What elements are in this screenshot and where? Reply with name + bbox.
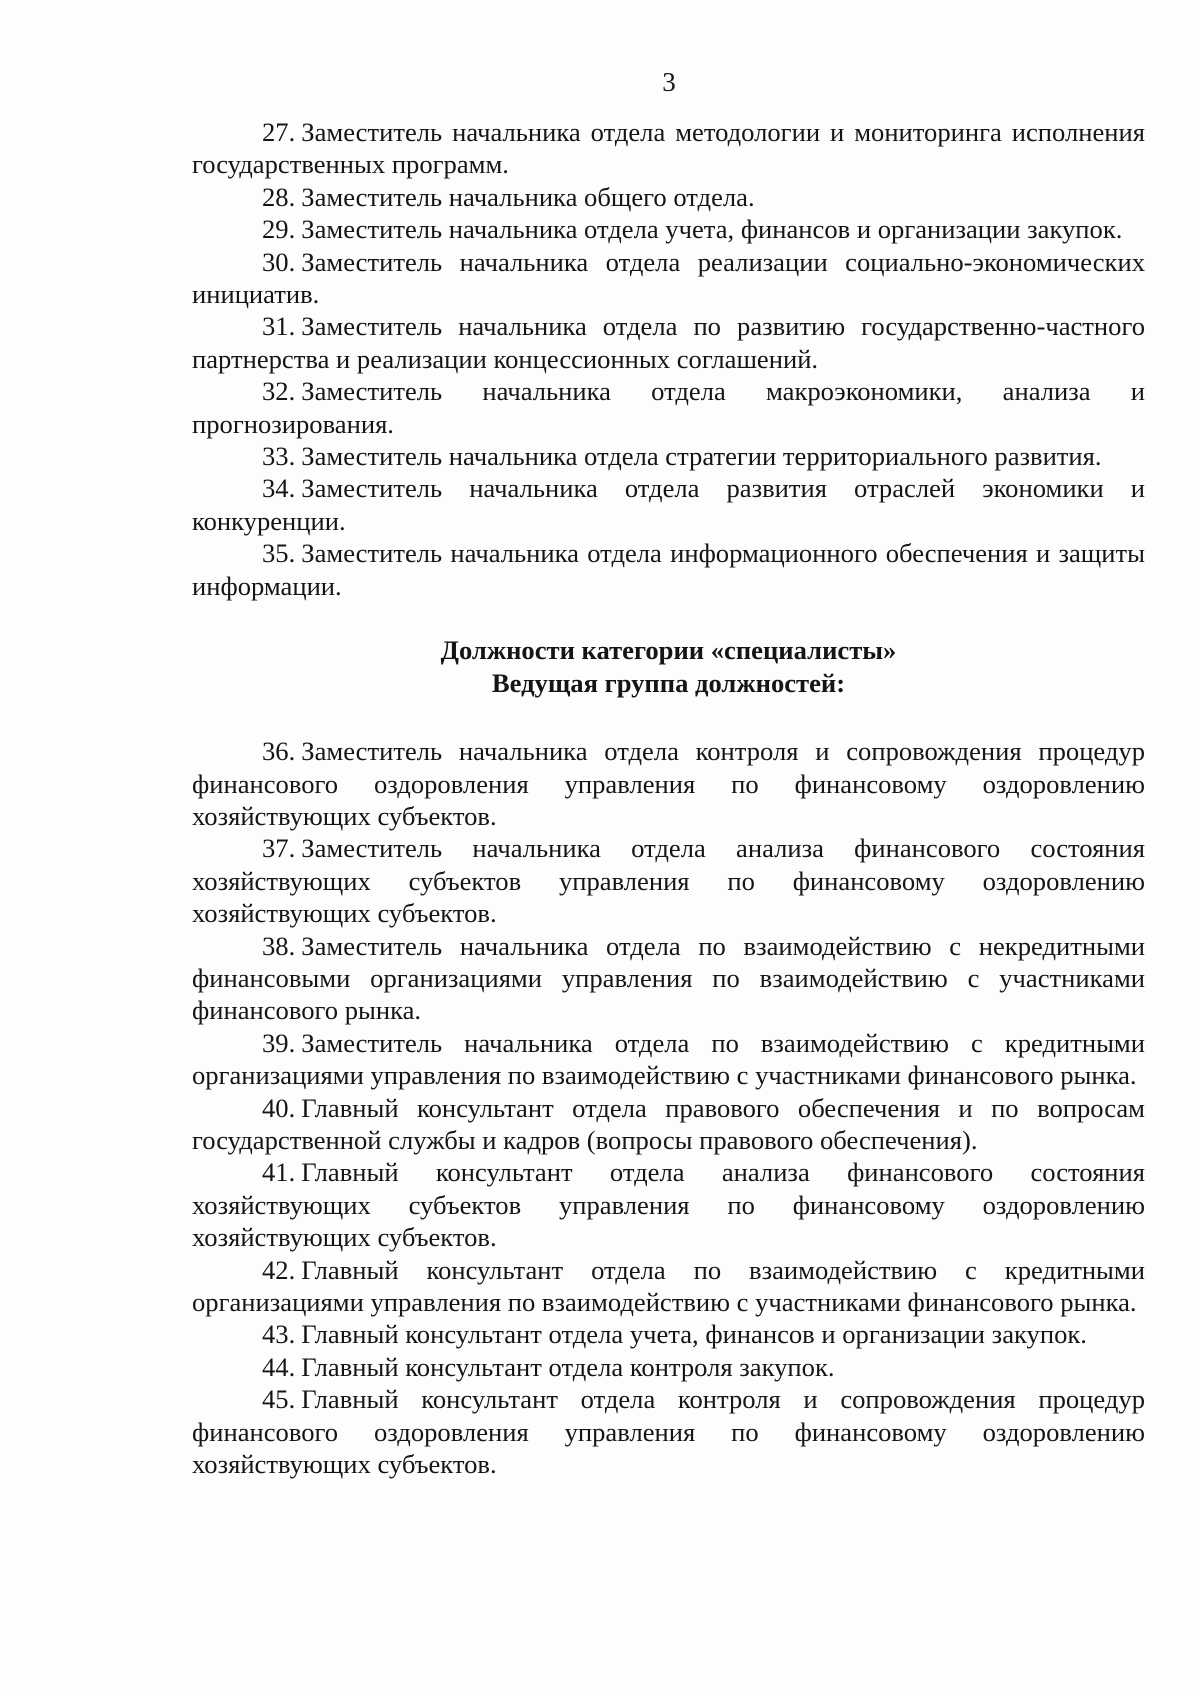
item-text: Главный консультант отдела контроля и сопровождения процедур финансового оздоровления управления по финансовому оздоровлению хозяйствующих субъектов. — [192, 1384, 1145, 1480]
item-text: Главный консультант отдела анализа финансового состояния хозяйствующих субъектов управления по финансовому оздоровлению хозяйствующих субъектов. — [192, 1157, 1145, 1253]
list-item-28 — [192, 181, 1145, 213]
item-number: 33. — [262, 441, 296, 472]
list-item-35 — [192, 537, 1145, 602]
item-number: 42. — [262, 1254, 296, 1285]
list-item-44 — [192, 1351, 1145, 1383]
item-number: 43. — [262, 1319, 296, 1350]
item-text: Заместитель начальника отдела развития отраслей экономики и конкуренции. — [192, 473, 1145, 536]
list-item-40 — [192, 1092, 1145, 1157]
list-item-43 — [192, 1318, 1145, 1350]
section-subtitle: Ведущая группа должностей: — [491, 667, 846, 698]
item-number: 37. — [262, 833, 296, 864]
page-number: 3 — [662, 67, 676, 97]
section-heading — [192, 602, 1145, 735]
section-title: Должности категории «специалисты» — [440, 635, 897, 666]
item-number: 27. — [262, 117, 296, 147]
item-text: Главный консультант отдела учета, финансов и организации закупок. — [301, 1319, 1087, 1350]
item-text: Заместитель начальника отдела реализации социально-экономических инициатив. — [192, 246, 1145, 310]
item-number: 35. — [262, 538, 296, 569]
list-item-42 — [192, 1254, 1145, 1319]
item-number: 29. — [262, 214, 296, 245]
item-number: 30. — [262, 246, 296, 277]
item-number: 32. — [262, 376, 296, 407]
list-item-32 — [192, 375, 1145, 440]
list-item-31 — [192, 310, 1145, 375]
list-item-45 — [192, 1383, 1145, 1480]
list-item-29 — [192, 213, 1145, 245]
item-text: Заместитель начальника отдела информационного обеспечения и защиты информации. — [192, 538, 1145, 601]
item-number: 41. — [262, 1157, 296, 1188]
item-text: Заместитель начальника отдела методологии и мониторинга исполнения государственных программ. — [192, 117, 1145, 180]
item-number: 44. — [262, 1351, 296, 1382]
item-text: Заместитель начальника общего отдела. — [301, 181, 755, 212]
item-number: 39. — [262, 1027, 296, 1058]
item-number: 40. — [262, 1092, 296, 1123]
item-text: Заместитель начальника отдела анализа финансового состояния хозяйствующих субъектов управления по финансовому оздоровлению хозяйствующих субъектов. — [192, 833, 1145, 929]
item-text: Заместитель начальника отдела учета, финансов и организации закупок. — [301, 214, 1123, 245]
item-text: Заместитель начальника отдела макроэкономики, анализа и прогнозирования. — [192, 376, 1145, 439]
list-item-41 — [192, 1156, 1145, 1253]
item-text: Главный консультант отдела по взаимодействию с кредитными организациями управления по взаимодействию с участниками финансового рынка. — [192, 1254, 1145, 1317]
item-text: Заместитель начальника отдела по взаимодействию с некредитными финансовыми организациями управления по взаимодействию с участниками финансового рынка. — [192, 930, 1145, 1026]
document-body — [192, 116, 1145, 1480]
item-text: Заместитель начальника отдела контроля и сопровождения процедур финансового оздоровления управления по финансовому оздоровлению хозяйствующих субъектов. — [192, 736, 1145, 831]
list-item-37 — [192, 832, 1145, 929]
item-text: Заместитель начальника отдела по взаимодействию с кредитными организациями управления по взаимодействию с участниками финансового рынка. — [192, 1027, 1145, 1091]
item-number: 38. — [262, 930, 296, 961]
list-item-36 — [192, 735, 1145, 832]
item-number: 36. — [262, 736, 296, 767]
item-number: 31. — [262, 311, 296, 342]
item-number: 45. — [262, 1384, 296, 1415]
list-item-27 — [192, 116, 1145, 181]
list-item-33 — [192, 440, 1145, 472]
item-text: Заместитель начальника отдела по развитию государственно-частного партнерства и реализации концессионных соглашений. — [192, 311, 1145, 374]
item-number: 34. — [262, 473, 296, 504]
item-number: 28. — [262, 181, 296, 212]
list-item-38 — [192, 930, 1145, 1027]
list-item-30 — [192, 246, 1145, 311]
item-text: Главный консультант отдела правового обеспечения и по вопросам государственной службы и кадров (вопросы правового обеспечения). — [192, 1092, 1145, 1155]
item-text: Главный консультант отдела контроля закупок. — [301, 1351, 835, 1382]
list-item-39 — [192, 1027, 1145, 1092]
list-item-34 — [192, 472, 1145, 537]
item-text: Заместитель начальника отдела стратегии территориального развития. — [301, 441, 1102, 472]
